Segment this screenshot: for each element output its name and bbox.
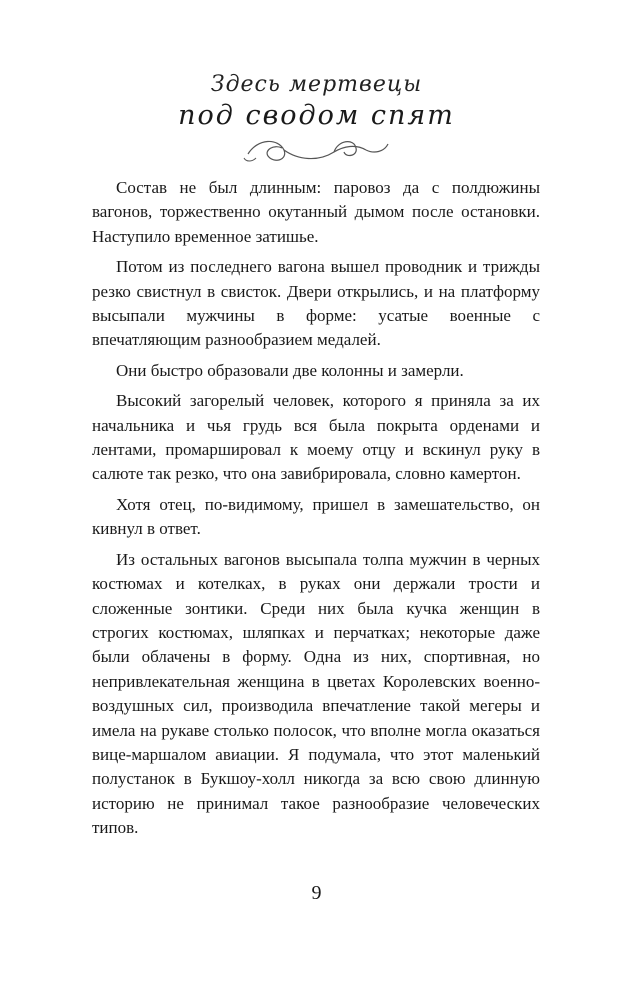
paragraph: Состав не был длинным: паровоз да с полдюжины вагонов, торжественно окутанный дымом после остановки. Наступило временное затишье. — [92, 178, 540, 246]
paragraph: Хотя отец, по-видимому, пришел в замешательство, он кивнул в ответ. — [92, 494, 540, 539]
paragraph: Они быстро образовали две колонны и замерли. — [116, 360, 464, 380]
flourish-ornament-icon — [238, 132, 398, 168]
page-number: 9 — [311, 882, 322, 904]
paragraph: Высокий загорелый человек, которого я приняла за их начальника и чья грудь вся была покрыта орденами и лентами, промаршировал к моему отцу и вскинул руку в салюте так резко, что она завибрировала, словно камертон. — [92, 391, 540, 484]
paragraph: Потом из последнего вагона вышел проводник и трижды резко свистнул в свисток. Двери открылись, и на платформу высыпали мужчины в форме: усатые военные с впечатляющим разнообразием медалей. — [92, 257, 540, 350]
running-title-line1: Здесь мертвецы — [210, 72, 423, 97]
body-text — [92, 176, 540, 847]
paragraph: Из остальных вагонов высыпала толпа мужчин в черных костюмах и котелках, в руках они держали трости и сложенные зонтики. Среди них была кучка женщин в строгих костюмах, шляпках и перчатках; некоторые даже были облачены в форму. Одна из них, спортивная, но непривлекательная женщина в цветах Королевских военно-воздушных сил, производила впечатление такой мегеры и имела на рукаве столько полосок, что вполне могла оказаться вице-маршалом авиации. Я подумала, что этот маленький полустанок в Букшоу-холл никогда за всю свою длинную историю не принимал такое разнообразие человеческих типов. — [92, 549, 540, 838]
running-title-line2: под сводом спят — [178, 100, 455, 131]
chapter-header — [0, 70, 633, 170]
